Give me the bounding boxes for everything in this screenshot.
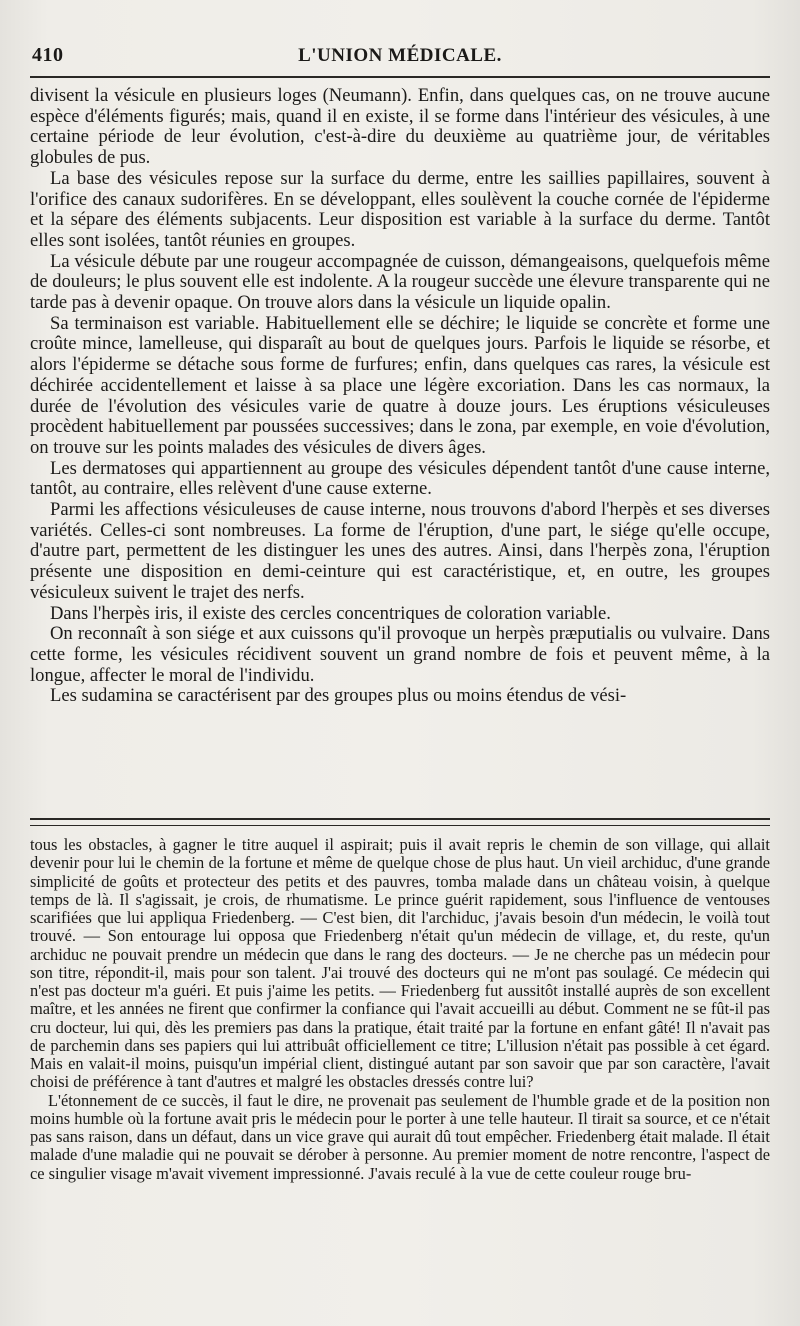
- page-number: 410: [32, 44, 64, 66]
- feuilleton-paragraph: L'étonnement de ce succès, il faut le dire, ne provenait pas seulement de l'humble grade et de la position non moins humble où la fortune avait pris le médecin pour le porter à une telle hauteur. Il tirait sa source, et ce n'était pas sans raison, dans un défaut, dans un vice grave qui aurait dû tout empêcher. Friedenberg était malade. Il était malade d'une maladie qui ne pouvait se dérober à personne. Au premier moment de notre rencontre, l'aspect de ce singulier visage m'avait vivement impressionné. J'avais reculé à la vue de cette couleur rouge bru-: [30, 1090, 770, 1183]
- article-paragraph: On reconnaît à son siége et aux cuissons qu'il provoque un herpès præputialis ou vulvaire. Dans cette forme, les vésicules récidivent souvent un grand nombre de fois et peuvent même, à la longue, affecter le moral de l'individu.: [30, 623, 770, 686]
- article-paragraph: Les sudamina se caractérisent par des groupes plus ou moins étendus de vési-: [50, 685, 627, 707]
- article-paragraph: Les dermatoses qui appartiennent au groupe des vésicules dépendent tantôt d'une cause interne, tantôt, au contraire, elles relèvent d'une cause externe.: [30, 457, 770, 500]
- article-paragraph: Parmi les affections vésiculeuses de cause interne, nous trouvons d'abord l'herpès et ses diverses variétés. Celles-ci sont nombreuses. La forme de l'éruption, d'une part, le siége qu'elle occupe, d'autre part, permettent de les distinguer les unes des autres. Ainsi, dans l'herpès zona, l'éruption présente une disposition en demi-ceinture qui est caractéristique, et, en outre, les groupes vésiculeux suivent le trajet des nerfs.: [30, 499, 770, 603]
- article-paragraph: divisent la vésicule en plusieurs loges (Neumann). Enfin, dans quelques cas, on ne trouve aucune espèce d'éléments figurés; mais, quand il en existe, il se forme dans l'intérieur des vésicules, à une certaine période de leur évolution, c'est-à-dire du deuxième au quatrième jour, de véritables globules de pus.: [30, 85, 770, 169]
- feuilleton: [30, 836, 770, 1183]
- header-rule: [30, 76, 770, 78]
- article-paragraph: Dans l'herpès iris, il existe des cercles concentriques de coloration variable.: [50, 602, 611, 624]
- article-paragraph: Sa terminaison est variable. Habituellement elle se déchire; le liquide se concrète et forme une croûte mince, lamelleuse, qui disparaît au bout de quelques jours. Parfois le liquide se résorbe, et alors l'épiderme se détache sous forme de furfures; enfin, dans quelques cas rares, la vésicule est déchirée accidentellement et laisse à sa place une légère excoriation. Dans les cas normaux, la durée de l'évolution des vésicules varie de quatre à douze jours. Les éruptions vésiculeuses procèdent habituellement par poussées successives; dans le zona, par exemple, en voie d'évolution, on trouve sur les points malades des vésicules de divers âges.: [30, 312, 770, 458]
- page-header: [28, 40, 772, 72]
- feuilleton-separator: [30, 818, 770, 826]
- running-title: L'UNION MÉDICALE.: [298, 45, 502, 66]
- main-article: [30, 86, 770, 707]
- article-paragraph: La vésicule débute par une rougeur accompagnée de cuisson, démangeaisons, quelquefois même de douleurs; le plus souvent elle est indolente. A la rougeur succède une élevure transparente qui ne tarde pas à devenir opaque. On trouve alors dans la vésicule un liquide opalin.: [30, 250, 770, 314]
- article-paragraph: La base des vésicules repose sur la surface du derme, entre les saillies papillaires, souvent à l'orifice des canaux sudorifères. En se développant, elles soulèvent la couche cornée de l'épiderme et la sépare des éléments subjacents. Leur disposition est variable à la surface du derme. Tantôt elles sont isolées, tantôt réunies en groupes.: [30, 167, 770, 251]
- feuilleton-paragraph: tous les obstacles, à gagner le titre auquel il aspirait; puis il avait repris le chemin de son village, qui allait devenir pour lui le chemin de la fortune et même de quelque chose de plus haut. Un vieil archiduc, d'une grande simplicité de goûts et protecteur des petits et des pauvres, tomba malade dans un château voisin, à quelque temps de là. Il s'agissait, je crois, de rhumatisme. Le prince guérit rapidement, sous l'influence de ventouses scarifiées que lui appliqua Friedenberg. — C'est bien, dit l'archiduc, j'avais besoin d'un médecin, le voilà tout trouvé. — Son entourage lui opposa que Friedenberg n'était qu'un médecin de village, et, du reste, qu'un archiduc ne pouvait prendre un médecin que dans le rang des docteurs. — Je ne cherche pas un médecin pour son titre, répondit-il, mais pour son talent. J'ai trouvé des docteurs qui ne m'ont pas soulagé. Ce médecin qui n'est pas docteur m'a guéri. Et puis j'aime les petits. — Friedenberg fut aussitôt installé auprès de son excellent maître, et les années ne firent que confirmer la confiance qui l'avait accueilli au début. Comment ne se fût-il pas cru docteur, lui qui, dès les premiers pas dans la pratique, était traité par la fortune en enfant gâté! Il n'avait pas de parchemin dans ses papiers qui lui attribuât officiellement ce titre; L'illusion n'était pas possible à cet égard. Mais en valait-il moins, puisqu'un impérial client, distingué autant par son savoir que par son caractère, l'avait choisi de préférence à tant d'autres et malgré les obstacles dressés contre lui?: [30, 835, 770, 1092]
